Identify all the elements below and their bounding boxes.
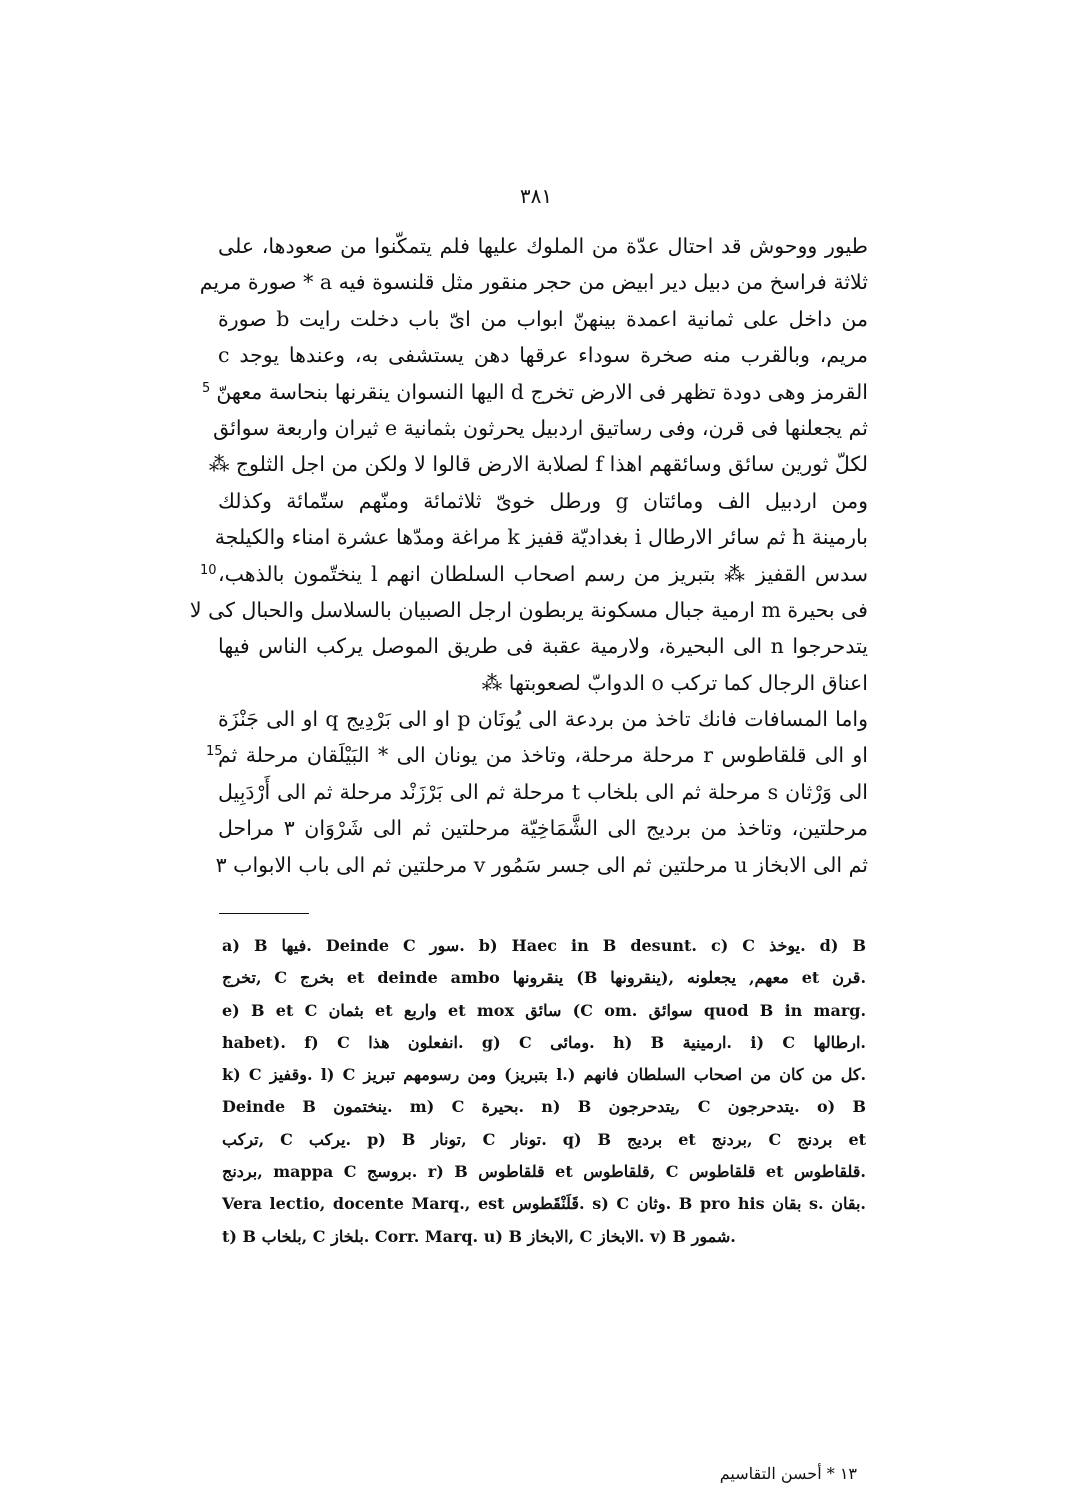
text-line-content: او الى قلقاطوس r مرحلة مرحلة، وتاخذ من يونان الى * البَيْلَقان مرحلة ثم <box>218 743 868 768</box>
text-line <box>200 556 868 592</box>
footnotes <box>222 930 866 1253</box>
line-number: 15 <box>206 744 223 760</box>
text-line-content: ثم يجعلنها فى قرن، وفى رساتيق اردبيل يحرثون بثمانية e ثيران واربعة سوائق <box>213 415 868 440</box>
footnote-line: habet). f) C انفعلون هذا. g) C ومائى. h) B ارمينية. i) C ارطالها. <box>222 1032 866 1052</box>
text-line-content: واما المسافات فانك تاخذ من بردعة الى يُونَان p او الى بَرْدِيج q او الى جَنْزَة <box>218 707 868 732</box>
footnote-line: بردنج, mappa C بروسج. r) B قلقاطوس et قلقاطوس, C قلقاطوس et قلقاطوس. <box>222 1162 866 1182</box>
text-line <box>214 519 868 555</box>
text-line-content: سدس القفيز ⁂ بتبريز من رسم اصحاب السلطان انهم l ينختّمون بالذهب، <box>218 561 868 586</box>
footnote-line: تركب, C يركب. p) B تونار, C تونار. q) B برديج et بردنج, C بردنج et <box>222 1129 867 1149</box>
text-line-content: يتدحرجوا n الى البحيرة، ولارمية عقبة فى طريق الموصل يركب الناس فيها <box>218 634 868 659</box>
text-line-content: القرمز وهى دودة تظهر فى الارض تخرج d اليها النسوان ينقرنها بنحاسة معهنّ <box>216 379 868 404</box>
text-line <box>218 774 868 810</box>
footnote-divider <box>219 913 309 914</box>
text-line <box>218 337 868 373</box>
footnote-line: Deinde B ينختمون. m) C بحيرة. n) B يتدحرجون, C يتدحرجون. o) B <box>222 1097 866 1117</box>
footnote-line: Vera lectio, docente Marq., est قَلَنْقَطوس. s) C وثان. B pro his بقان s. بقان. <box>222 1194 866 1214</box>
text-line-content: بارمينة h ثم سائر الارطال i بغداديّة قفيز k مراغة ومدّها عشرة امناء والكيلجة <box>214 525 868 550</box>
text-line <box>218 665 868 701</box>
text-line-content: ثم الى الابخاز u مرحلتين ثم الى جسر سَمُور v مرحلتين ثم الى باب الابواب ۳ <box>215 852 868 877</box>
text-line-content: مرحلتين، وتاخذ من برديج الى الشَّمَاخِيّة مرحلتين ثم الى شَرْوَان ۳ مراحل <box>218 816 868 841</box>
text-line <box>208 446 868 482</box>
signature-line: ١٣ * أحسن التقاسيم <box>719 1464 857 1483</box>
text-line <box>218 701 868 737</box>
text-line <box>213 410 868 446</box>
text-line <box>206 737 868 773</box>
text-line <box>189 592 868 628</box>
text-line <box>218 483 868 519</box>
text-line-content: ثلاثة فراسخ من دبيل دير ابيض من حجر منقور مثل قلنسوة فيه a * صورة مريم <box>199 270 868 295</box>
text-line-content: طيور ووحوش قد احتال عدّة من الملوك عليها فلم يتمكّنوا من صعودها، على <box>218 234 868 258</box>
text-line-content: فى بحيرة m ارمية جبال مسكونة يربطون ارجل الصبيان بالسلاسل والحبال كى لا <box>189 597 868 622</box>
text-line-content: الى وَرْثان s مرحلة ثم الى بلخاب t مرحلة ثم الى بَرْزَنْد مرحلة ثم الى أَرْدَبِيل <box>218 779 868 804</box>
text-line <box>218 810 868 846</box>
page-number: ۳۸۱ <box>519 184 553 208</box>
footnote-line: k) C وقفيز. l) C ومن رسومهم تبريز (بتبريز l.) كل من كان من اصحاب السلطان فانهم. <box>222 1065 867 1085</box>
footnote-line: تخرج, C بخرج et deinde ambo ينقرونها (B ينقرونها), معهم, يجعلونه et قرن. <box>222 968 867 988</box>
text-line <box>202 374 868 410</box>
main-text <box>189 228 869 883</box>
text-line <box>215 847 868 883</box>
footnote-line: e) B et C بثمان et واربع et mox سائق (C om. سوائق quod B in marg. <box>222 1000 867 1020</box>
text-line-content: ومن اردبيل الف ومائتان g ورطل خوىّ ثلاثمائة ومنّهم ستّمائة وكذلك <box>218 488 868 513</box>
text-line-content: لكلّ ثورين سائق وسائقهم اهذا f لصلابة الارض قالوا لا ولكن من اجل الثلوج ⁂ <box>208 452 868 477</box>
footnote-line: a) B فيها. Deinde C سور. b) Haec in B desunt. c) C يوخذ. d) B <box>222 936 866 955</box>
line-number: 10 <box>200 562 217 578</box>
text-line <box>218 228 868 264</box>
text-line <box>218 628 868 664</box>
text-line-content: مريم، وبالقرب منه صخرة سوداء عرقها دهن يستشفى به، وعندها يوجد c <box>218 343 868 368</box>
line-number: 5 <box>202 380 211 396</box>
text-line-content: اعناق الرجال كما تركب o الدوابّ لصعوبتها ⁂ <box>481 670 868 695</box>
text-line-content: من داخل على ثمانية اعمدة بينهنّ ابواب من اىّ باب دخلت رايت b صورة <box>218 306 869 331</box>
text-line <box>199 264 868 300</box>
footnote-line: t) B بلخاب, C بلخاز. Corr. Marq. u) B الابخاز, C الابخاز. v) B شمور. <box>222 1226 736 1246</box>
text-line <box>218 301 868 337</box>
